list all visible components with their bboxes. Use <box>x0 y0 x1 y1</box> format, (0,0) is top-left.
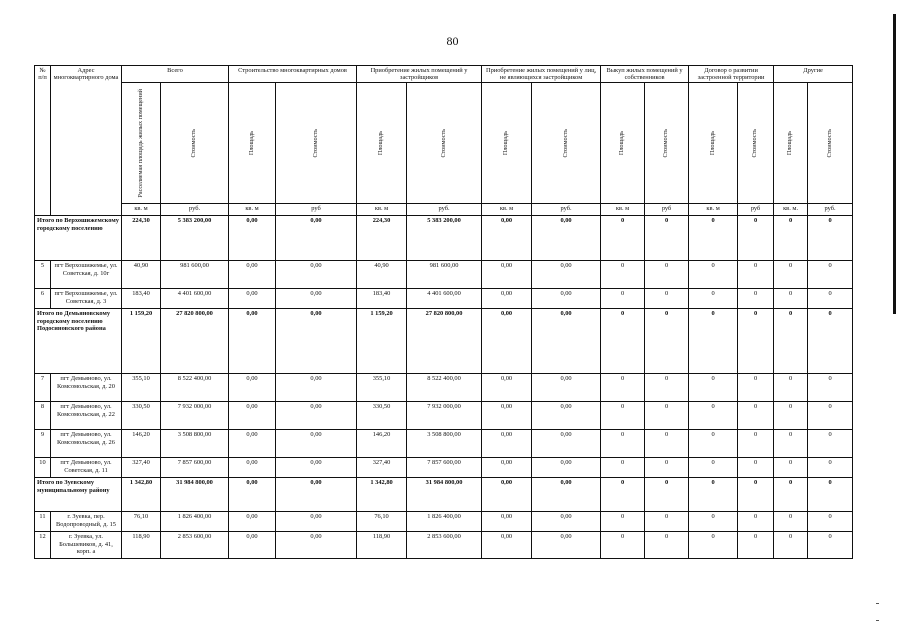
value-cell: 1 826 400,00 <box>161 512 229 532</box>
value-cell: 0 <box>808 532 853 559</box>
row-address: пгт Демьяново, ул. Комсомольская, д. 22 <box>51 402 122 430</box>
value-cell: 3 508 800,00 <box>407 430 482 458</box>
header-group-construction: Строительство многоквартирных домов <box>229 66 357 83</box>
value-cell: 8 522 400,00 <box>407 374 482 402</box>
value-cell: 1 159,20 <box>357 309 407 374</box>
value-cell: 981 600,00 <box>407 261 482 289</box>
value-cell: 76,10 <box>122 512 161 532</box>
value-cell: 1 826 400,00 <box>407 512 482 532</box>
value-cell: 7 932 000,00 <box>407 402 482 430</box>
subheader-cell <box>532 83 601 204</box>
value-cell: 5 383 200,00 <box>407 216 482 261</box>
subheader-cell <box>774 83 808 204</box>
row-number: 5 <box>35 261 51 289</box>
value-cell: 0,00 <box>276 374 357 402</box>
subtotal-label: Итого по Верхошижемскому городскому поселению <box>35 216 122 261</box>
value-cell: 40,90 <box>122 261 161 289</box>
unit-cell: кв. м <box>482 204 532 216</box>
value-cell: 0 <box>774 512 808 532</box>
subheader-label: Стоимость <box>190 129 198 158</box>
value-cell: 3 508 800,00 <box>161 430 229 458</box>
subheader-cell <box>357 83 407 204</box>
value-cell: 0,00 <box>482 458 532 478</box>
value-cell: 0 <box>645 402 689 430</box>
table-row <box>35 374 853 402</box>
subheader-label: Площадь <box>377 131 385 156</box>
row-number: 9 <box>35 430 51 458</box>
value-cell: 183,40 <box>122 289 161 309</box>
value-cell: 2 853 600,00 <box>161 532 229 559</box>
value-cell: 4 401 600,00 <box>407 289 482 309</box>
value-cell: 0 <box>808 458 853 478</box>
value-cell: 0 <box>689 289 738 309</box>
value-cell: 0,00 <box>532 512 601 532</box>
value-cell: 0 <box>645 430 689 458</box>
subheader-cell <box>738 83 774 204</box>
value-cell: 0,00 <box>276 478 357 512</box>
value-cell: 0,00 <box>482 402 532 430</box>
value-cell: 0,00 <box>482 289 532 309</box>
row-address: пгт Демьяново, ул. Советская, д. 11 <box>51 458 122 478</box>
scan-speck <box>876 603 879 604</box>
value-cell: 0 <box>601 289 645 309</box>
value-cell: 27 820 800,00 <box>407 309 482 374</box>
value-cell: 0 <box>738 532 774 559</box>
value-cell: 0,00 <box>229 216 276 261</box>
value-cell: 0,00 <box>482 532 532 559</box>
value-cell: 0 <box>738 374 774 402</box>
value-cell: 0 <box>689 309 738 374</box>
value-cell: 0 <box>601 458 645 478</box>
subheader-cell <box>276 83 357 204</box>
value-cell: 0,00 <box>532 374 601 402</box>
value-cell: 0,00 <box>229 261 276 289</box>
value-cell: 355,10 <box>357 374 407 402</box>
resettlement-table <box>34 65 853 559</box>
value-cell: 0,00 <box>229 309 276 374</box>
value-cell: 0,00 <box>229 532 276 559</box>
subtotal-row <box>35 478 853 512</box>
value-cell: 0,00 <box>276 402 357 430</box>
value-cell: 0,00 <box>532 532 601 559</box>
value-cell: 0 <box>645 478 689 512</box>
value-cell: 0,00 <box>532 216 601 261</box>
value-cell: 0 <box>738 478 774 512</box>
value-cell: 0,00 <box>276 430 357 458</box>
header-group-buyout: Выкуп жилых помещений у собственников <box>601 66 689 83</box>
unit-cell: руб <box>738 204 774 216</box>
value-cell: 0,00 <box>276 261 357 289</box>
value-cell: 0 <box>808 289 853 309</box>
value-cell: 0 <box>689 402 738 430</box>
value-cell: 0,00 <box>229 374 276 402</box>
value-cell: 0,00 <box>482 374 532 402</box>
value-cell: 0 <box>601 374 645 402</box>
value-cell: 0 <box>601 430 645 458</box>
subheader-cell <box>482 83 532 204</box>
subheader-label: Стоимость <box>751 129 759 158</box>
header-num: № п/п <box>35 66 51 216</box>
value-cell: 8 522 400,00 <box>161 374 229 402</box>
value-cell: 0,00 <box>482 512 532 532</box>
value-cell: 0,00 <box>276 458 357 478</box>
unit-cell: кв. м <box>601 204 645 216</box>
value-cell: 981 600,00 <box>161 261 229 289</box>
value-cell: 0 <box>808 512 853 532</box>
value-cell: 0 <box>601 512 645 532</box>
value-cell: 0,00 <box>229 478 276 512</box>
value-cell: 0 <box>774 289 808 309</box>
value-cell: 0 <box>689 216 738 261</box>
row-number: 11 <box>35 512 51 532</box>
table-row <box>35 402 853 430</box>
value-cell: 0,00 <box>229 458 276 478</box>
value-cell: 7 857 600,00 <box>161 458 229 478</box>
unit-cell: кв. м <box>689 204 738 216</box>
value-cell: 0,00 <box>276 216 357 261</box>
row-address: пгт Верхошижемье, ул. Советская, д. 3 <box>51 289 122 309</box>
subheader-cell <box>601 83 645 204</box>
value-cell: 0 <box>601 309 645 374</box>
value-cell: 27 820 800,00 <box>161 309 229 374</box>
value-cell: 0 <box>774 374 808 402</box>
value-cell: 0 <box>601 478 645 512</box>
subheader-cell <box>122 83 161 204</box>
unit-cell: кв. м <box>122 204 161 216</box>
value-cell: 0 <box>738 309 774 374</box>
value-cell: 0 <box>808 309 853 374</box>
value-cell: 0 <box>689 512 738 532</box>
value-cell: 31 984 800,00 <box>161 478 229 512</box>
value-cell: 7 857 600,00 <box>407 458 482 478</box>
header-group-total: Всего <box>122 66 229 83</box>
header-address: Адрес многоквартирного дома <box>51 66 122 216</box>
subheader-label: Стоимость <box>662 129 670 158</box>
value-cell: 1 342,80 <box>122 478 161 512</box>
value-cell: 0 <box>808 216 853 261</box>
value-cell: 0 <box>645 261 689 289</box>
value-cell: 183,40 <box>357 289 407 309</box>
header-group-other: Другие <box>774 66 853 83</box>
value-cell: 0 <box>645 532 689 559</box>
value-cell: 0,00 <box>532 309 601 374</box>
value-cell: 0 <box>738 458 774 478</box>
subheader-label: Стоимость <box>561 129 569 158</box>
value-cell: 0 <box>774 261 808 289</box>
header-group-purchase-nondevelopers: Приобретение жилых помещений у лиц, не являющихся застройщиком <box>482 66 601 83</box>
subheader-label: Площадь <box>708 131 716 156</box>
subheader-cell <box>229 83 276 204</box>
value-cell: 0 <box>774 402 808 430</box>
value-cell: 327,40 <box>357 458 407 478</box>
row-number: 12 <box>35 532 51 559</box>
subheader-cell <box>808 83 853 204</box>
value-cell: 0,00 <box>532 478 601 512</box>
unit-cell: руб. <box>808 204 853 216</box>
subheader-label: Стоимость <box>825 129 833 158</box>
value-cell: 0 <box>689 374 738 402</box>
value-cell: 7 932 000,00 <box>161 402 229 430</box>
table-row <box>35 512 853 532</box>
value-cell: 0,00 <box>229 402 276 430</box>
value-cell: 5 383 200,00 <box>161 216 229 261</box>
value-cell: 0 <box>774 478 808 512</box>
page-number: 80 <box>446 34 459 48</box>
subheader-cell <box>407 83 482 204</box>
value-cell: 76,10 <box>357 512 407 532</box>
value-cell: 0 <box>601 532 645 559</box>
value-cell: 1 159,20 <box>122 309 161 374</box>
subheader-label: Площадь <box>786 131 794 156</box>
value-cell: 0 <box>645 309 689 374</box>
value-cell: 327,40 <box>122 458 161 478</box>
value-cell: 0 <box>738 512 774 532</box>
value-cell: 0 <box>601 261 645 289</box>
header-group-development-agreement: Договор о развитии застроенной территории <box>689 66 774 83</box>
subheader-label: Площадь <box>618 131 626 156</box>
row-number: 8 <box>35 402 51 430</box>
value-cell: 0 <box>808 478 853 512</box>
value-cell: 330,50 <box>357 402 407 430</box>
table-row <box>35 458 853 478</box>
value-cell: 40,90 <box>357 261 407 289</box>
value-cell: 355,10 <box>122 374 161 402</box>
subheader-label: Расселяемая площадь жилых помещений <box>136 89 144 198</box>
value-cell: 0,00 <box>276 512 357 532</box>
value-cell: 0 <box>689 458 738 478</box>
value-cell: 0,00 <box>229 289 276 309</box>
value-cell: 0,00 <box>532 402 601 430</box>
value-cell: 146,20 <box>122 430 161 458</box>
value-cell: 0 <box>689 430 738 458</box>
value-cell: 0,00 <box>482 309 532 374</box>
value-cell: 146,20 <box>357 430 407 458</box>
value-cell: 118,90 <box>357 532 407 559</box>
subheader-label: Площадь <box>247 131 255 156</box>
header-group-purchase-developers: Приобретение жилых помещений у застройщиков <box>357 66 482 83</box>
value-cell: 0,00 <box>276 309 357 374</box>
value-cell: 0 <box>808 261 853 289</box>
unit-cell: руб. <box>407 204 482 216</box>
row-number: 10 <box>35 458 51 478</box>
subheader-cell <box>645 83 689 204</box>
table-row <box>35 261 853 289</box>
subtotal-row <box>35 216 853 261</box>
value-cell: 0 <box>774 309 808 374</box>
row-address: пгт Демьяново, ул. Комсомольская, д. 20 <box>51 374 122 402</box>
value-cell: 0,00 <box>532 261 601 289</box>
value-cell: 0,00 <box>482 261 532 289</box>
subheader-label: Стоимость <box>439 129 447 158</box>
unit-cell: кв. м <box>229 204 276 216</box>
value-cell: 0 <box>738 402 774 430</box>
row-number: 7 <box>35 374 51 402</box>
unit-cell: кв. м. <box>774 204 808 216</box>
value-cell: 0 <box>601 402 645 430</box>
value-cell: 224,30 <box>122 216 161 261</box>
value-cell: 0 <box>738 216 774 261</box>
value-cell: 330,50 <box>122 402 161 430</box>
scan-edge-bar <box>893 14 896 314</box>
subheader-cell <box>161 83 229 204</box>
value-cell: 0 <box>738 430 774 458</box>
value-cell: 0,00 <box>532 289 601 309</box>
row-number: 6 <box>35 289 51 309</box>
value-cell: 0 <box>645 458 689 478</box>
value-cell: 0 <box>601 216 645 261</box>
table-row <box>35 430 853 458</box>
value-cell: 0 <box>689 261 738 289</box>
table-row <box>35 532 853 559</box>
value-cell: 0 <box>645 374 689 402</box>
table-row <box>35 289 853 309</box>
value-cell: 0,00 <box>532 430 601 458</box>
value-cell: 1 342,80 <box>357 478 407 512</box>
row-address: г. Зуевка, ул. Большевиков, д. 41, корп. а <box>51 532 122 559</box>
value-cell: 0,00 <box>229 512 276 532</box>
value-cell: 0 <box>645 512 689 532</box>
scan-speck <box>876 620 879 621</box>
value-cell: 0,00 <box>532 458 601 478</box>
value-cell: 0 <box>645 289 689 309</box>
value-cell: 0 <box>645 216 689 261</box>
value-cell: 2 853 600,00 <box>407 532 482 559</box>
subheader-label: Стоимость <box>311 129 319 158</box>
value-cell: 0 <box>774 532 808 559</box>
unit-cell: руб. <box>161 204 229 216</box>
value-cell: 4 401 600,00 <box>161 289 229 309</box>
subtotal-label: Итого по Зуевскому муниципальному району <box>35 478 122 512</box>
unit-cell: кв. м <box>357 204 407 216</box>
value-cell: 118,90 <box>122 532 161 559</box>
unit-cell: руб. <box>532 204 601 216</box>
value-cell: 0 <box>738 261 774 289</box>
value-cell: 0 <box>774 430 808 458</box>
row-address: пгт Демьяново, ул. Комсомольская, д. 26 <box>51 430 122 458</box>
row-address: пгт Верхошижемье, ул. Советская, д. 10г <box>51 261 122 289</box>
value-cell: 0,00 <box>482 216 532 261</box>
value-cell: 0 <box>808 430 853 458</box>
value-cell: 31 984 800,00 <box>407 478 482 512</box>
value-cell: 0,00 <box>482 430 532 458</box>
value-cell: 0 <box>689 478 738 512</box>
value-cell: 0,00 <box>482 478 532 512</box>
value-cell: 0 <box>689 532 738 559</box>
value-cell: 0 <box>738 289 774 309</box>
value-cell: 0,00 <box>229 430 276 458</box>
subtotal-row <box>35 309 853 374</box>
value-cell: 0 <box>774 216 808 261</box>
value-cell: 0 <box>774 458 808 478</box>
subheader-cell <box>689 83 738 204</box>
value-cell: 0 <box>808 402 853 430</box>
unit-cell: руб <box>645 204 689 216</box>
row-address: г. Зуевка, пер. Водопроводный, д. 15 <box>51 512 122 532</box>
unit-cell: руб <box>276 204 357 216</box>
value-cell: 0,00 <box>276 532 357 559</box>
value-cell: 224,30 <box>357 216 407 261</box>
subtotal-label: Итого по Демьяновскому городскому поселению Подосиновского района <box>35 309 122 374</box>
value-cell: 0 <box>808 374 853 402</box>
value-cell: 0,00 <box>276 289 357 309</box>
subheader-label: Площадь <box>502 131 510 156</box>
